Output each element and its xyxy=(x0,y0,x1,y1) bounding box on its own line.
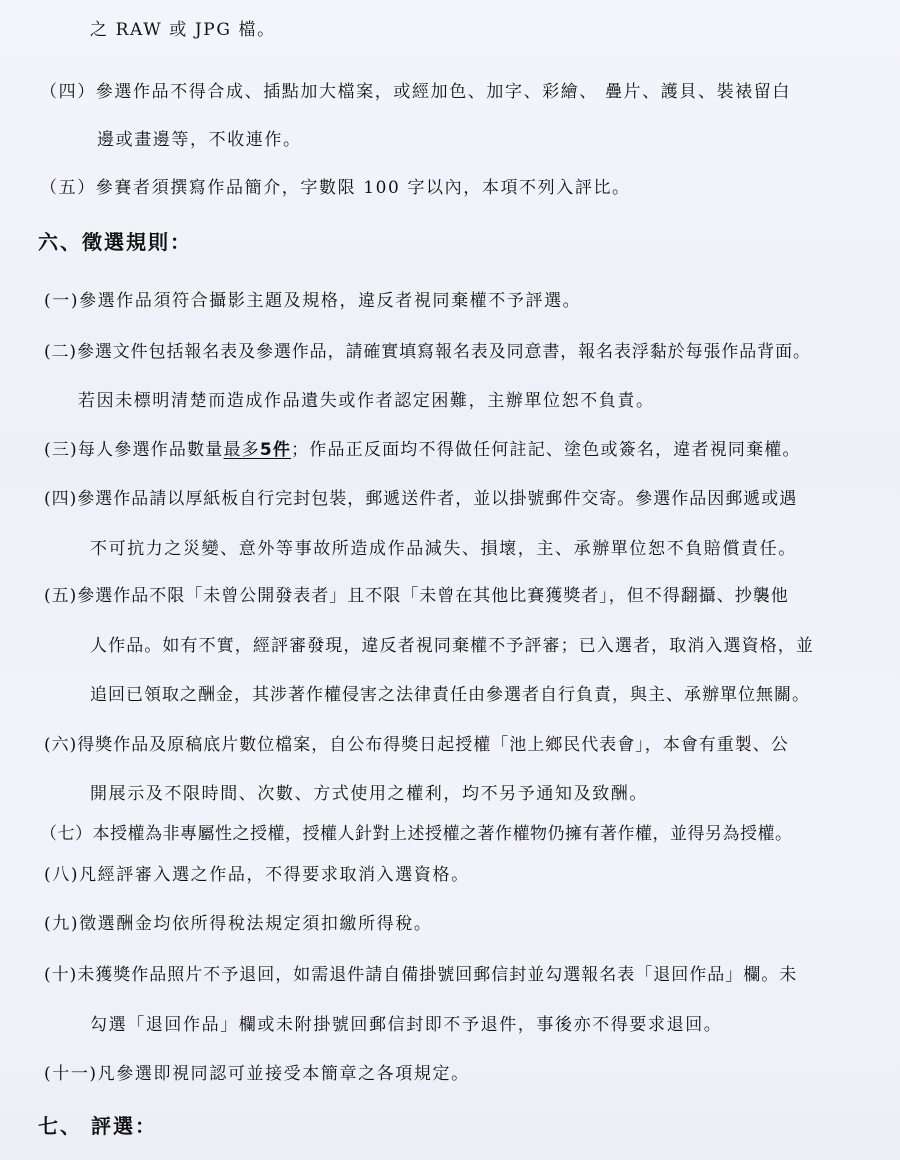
item-prefix: (三)每人參選作品數量 xyxy=(44,440,224,460)
text-line: (二)參選文件包括報名表及參選作品，請確實填寫報名表及同意書，報名表浮黏於每張作品背面。 xyxy=(44,342,811,362)
text-line: (五)參選作品不限「未曾公開發表者」且不限「未曾在其他比賽獲獎者」，但不得翻攝、抄襲他 xyxy=(44,586,789,606)
section-heading: 七、 評選： xyxy=(38,1114,157,1138)
text-line: （七）本授權為非專屬性之授權，授權人針對上述授權之著作權物仍擁有著作權，並得另為授權。 xyxy=(40,824,793,844)
text-line: (十一)凡參選即視同認可並接受本簡章之各項規定。 xyxy=(44,1064,470,1084)
text-line: (九)徵選酬金均依所得稅法規定須扣繳所得稅。 xyxy=(44,914,433,934)
text-line: 若因未標明清楚而造成作品遺失或作者認定困難，主辦單位恕不負責。 xyxy=(78,391,655,411)
text-line: 之 RAW 或 JPG 檔。 xyxy=(90,20,276,40)
text-line: 人作品。如有不實，經評審發現，違反者視同棄權不予評審；已入選者，取消入選資格，並 xyxy=(90,636,814,656)
text-line-3 xyxy=(44,438,801,462)
text-line: （四）參選作品不得合成、插點加大檔案，或經加色、加字、彩繪、 疊片、護貝、裝裱留白 xyxy=(40,82,792,102)
text-line: (一)參選作品須符合攝影主題及規格，違反者視同棄權不予評選。 xyxy=(44,291,582,311)
text-line: (八)凡經評審入選之作品，不得要求取消入選資格。 xyxy=(44,865,470,885)
text-line: (十)未獲獎作品照片不予退回，如需退件請自備掛號回郵信封並勾選報名表「退回作品」欄。未 xyxy=(44,965,798,985)
text-line: 邊或畫邊等，不收連作。 xyxy=(97,130,302,150)
section-heading: 六、徵選規則： xyxy=(38,230,192,254)
text-line: 開展示及不限時間、次數、方式使用之權利，均不另予通知及致酬。 xyxy=(90,784,648,804)
text-line: 不可抗力之災變、意外等事故所造成作品減失、損壞，主、承辦單位恕不負賠償責任。 xyxy=(90,539,797,559)
text-line: 追回已領取之酬金，其涉著作權侵害之法律責任由參選者自行負責，與主、承辦單位無關。 xyxy=(90,685,810,705)
text-line: (六)得獎作品及原稿底片數位檔案，自公布得獎日起授權「池上鄉民代表會」，本會有重製、公 xyxy=(44,735,789,755)
text-line: （五）參賽者須撰寫作品簡介，字數限 100 字以內，本項不列入評比。 xyxy=(40,178,631,198)
underlined-emphasis-bold: 5件 xyxy=(259,440,292,460)
text-line: (四)參選作品請以厚紙板自行完封包裝，郵遞送件者，並以掛號郵件交寄。參選作品因郵遞或遇 xyxy=(44,489,798,509)
underlined-emphasis: 最多 xyxy=(223,440,260,460)
item-suffix: ；作品正反面均不得做任何註記、塗色或簽名，違者視同棄權。 xyxy=(291,440,801,460)
text-line: 勾選「退回作品」欄或未附掛號回郵信封即不予退件，事後亦不得要求退回。 xyxy=(90,1015,723,1035)
